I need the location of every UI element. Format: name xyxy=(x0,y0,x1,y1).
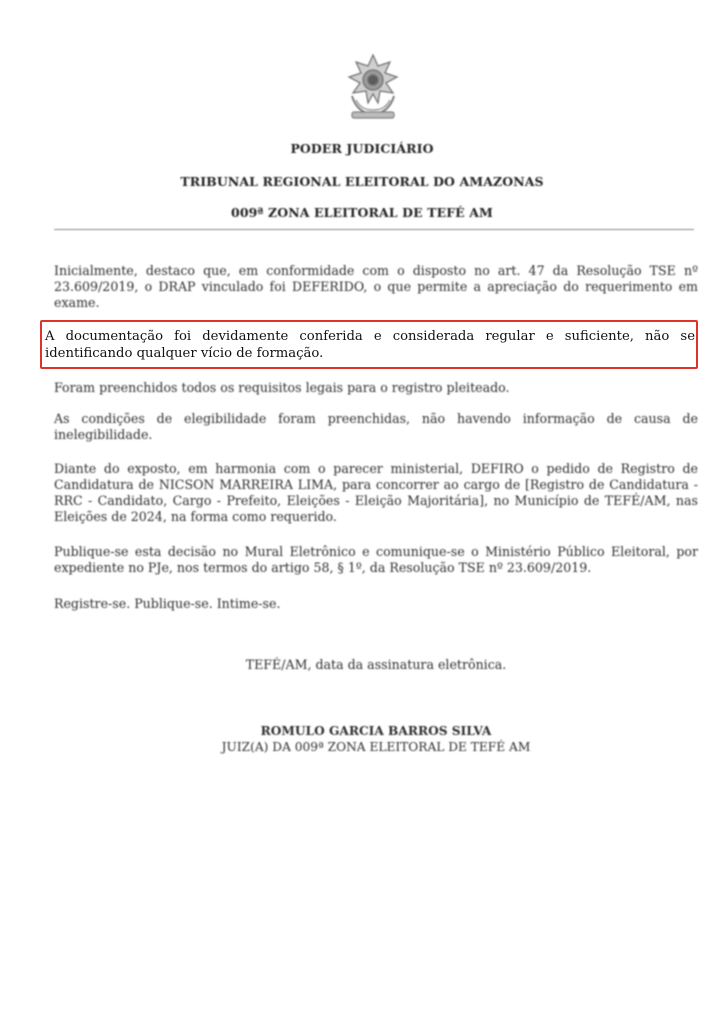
paragraph-requirements: Foram preenchidos todos os requisitos legais para o registro pleiteado. xyxy=(54,380,510,395)
header-divider xyxy=(54,229,694,230)
paragraph-drap: Inicialmente, destaco que, em conformidade com o disposto no art. 47 da Resolução TSE nº 23.609/2019, o DRAP vinculado foi DEFERIDO, o que permite a apreciação do requerimento em exame. xyxy=(54,263,698,310)
paragraph-publication: Publique-se esta decisão no Mural Eletrônico e comunique-se o Ministério Público Eleitoral, por expediente no PJe, nos termos do artigo 58, § 1º, da Resolução TSE nº 23.609/2019. xyxy=(54,544,698,575)
highlighted-paragraph-box xyxy=(40,320,698,369)
paragraph-eligibility: As condições de elegibilidade foram preenchidas, não havendo informação de causa de inelegibilidade. xyxy=(54,411,698,442)
signer-role: JUIZ(A) DA 009ª ZONA ELEITORAL DE TEFÉ AM xyxy=(221,740,531,754)
brazil-coat-of-arms-icon xyxy=(338,52,408,122)
court-branch-heading: PODER JUDICIÁRIO xyxy=(290,141,434,156)
paragraph-documentation: A documentação foi devidamente conferida e considerada regular e suficiente, não se identificando qualquer vício de formação. xyxy=(45,329,695,361)
signer-name: ROMULO GARCIA BARROS SILVA xyxy=(260,724,492,738)
tribunal-heading: TRIBUNAL REGIONAL ELEITORAL DO AMAZONAS xyxy=(180,174,544,189)
place-and-date: TEFÉ/AM, data da assinatura eletrônica. xyxy=(245,657,507,672)
paragraph-closing-orders: Registre-se. Publique-se. Intime-se. xyxy=(54,596,281,611)
electoral-zone-heading: 009ª ZONA ELEITORAL DE TEFÉ AM xyxy=(231,205,493,220)
paragraph-decision: Diante do exposto, em harmonia com o parecer ministerial, DEFIRO o pedido de Registro de Candidatura de NICSON MARREIRA LIMA, para concorrer ao cargo de [Registro de Candidatura - RRC - Candidato, Cargo - Prefeito, Eleições - Eleição Majoritária], no Município de TEFÉ/AM, nas Eleições de 2024, na forma como requerido. xyxy=(54,461,698,524)
